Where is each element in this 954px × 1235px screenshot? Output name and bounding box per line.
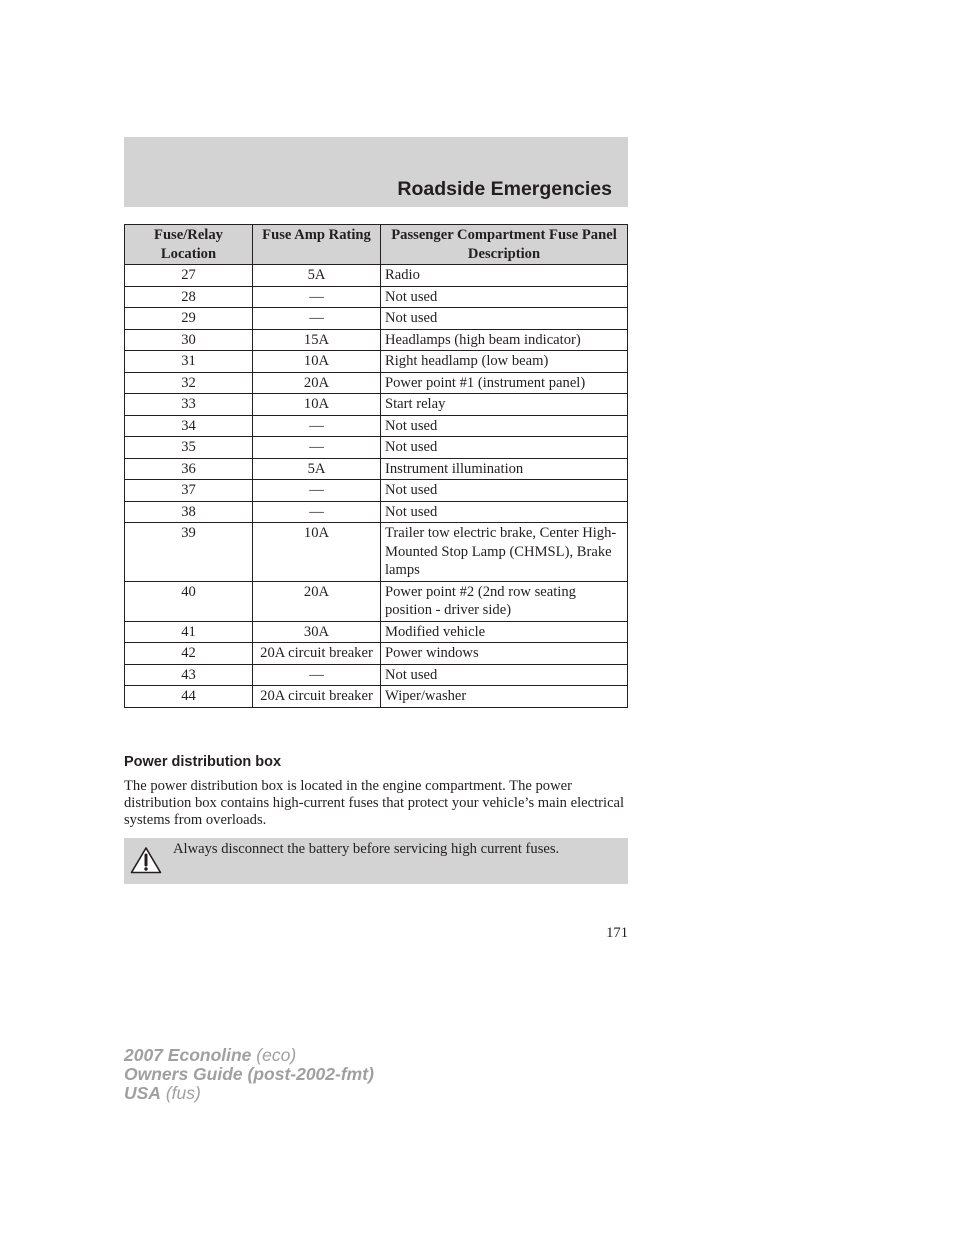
fuse-location-cell: 36 [125, 458, 253, 480]
fuse-description-cell: Headlamps (high beam indicator) [381, 329, 628, 351]
fuse-rating-cell: 10A [253, 351, 381, 373]
fuse-rating-cell: 15A [253, 329, 381, 351]
fuse-description-cell: Not used [381, 308, 628, 330]
fuse-location-cell: 38 [125, 501, 253, 523]
fuse-description-cell: Right headlamp (low beam) [381, 351, 628, 373]
column-header-rating: Fuse Amp Rating [253, 225, 381, 265]
fuse-location-cell: 43 [125, 664, 253, 686]
warning-text: Always disconnect the battery before servicing high current fuses. [173, 841, 560, 857]
column-header-location: Fuse/Relay Location [125, 225, 253, 265]
table-row [125, 308, 628, 330]
fuse-location-cell: 27 [125, 265, 253, 287]
page-title: Roadside Emergencies [397, 178, 612, 200]
table-row [125, 394, 628, 416]
section-heading: Power distribution box [124, 754, 282, 770]
table-row [125, 664, 628, 686]
table-row [125, 480, 628, 502]
fuse-description-cell: Not used [381, 501, 628, 523]
table-row [125, 458, 628, 480]
table-row [125, 415, 628, 437]
fuse-description-cell: Power point #1 (instrument panel) [381, 372, 628, 394]
table-row [125, 265, 628, 287]
fuse-description-cell: Power windows [381, 643, 628, 665]
fuse-rating-cell: — [253, 664, 381, 686]
fuse-description-cell: Not used [381, 415, 628, 437]
fuse-location-cell: 39 [125, 523, 253, 582]
fuse-rating-cell: 10A [253, 523, 381, 582]
footer-line-1: 2007 Econoline (eco) [124, 1045, 297, 1065]
fuse-rating-cell: 30A [253, 621, 381, 643]
fuse-description-cell: Start relay [381, 394, 628, 416]
fuse-description-cell: Wiper/washer [381, 686, 628, 708]
table-row [125, 286, 628, 308]
footer-line-3: USA (fus) [124, 1083, 201, 1103]
fuse-description-cell: Modified vehicle [381, 621, 628, 643]
fuse-description-cell: Instrument illumination [381, 458, 628, 480]
fuse-table [124, 224, 628, 708]
fuse-rating-cell: 20A [253, 581, 381, 621]
fuse-description-cell: Radio [381, 265, 628, 287]
fuse-location-cell: 40 [125, 581, 253, 621]
fuse-location-cell: 33 [125, 394, 253, 416]
warning-box [124, 838, 628, 884]
fuse-rating-cell: — [253, 286, 381, 308]
table-row [125, 372, 628, 394]
fuse-description-cell: Not used [381, 664, 628, 686]
fuse-location-cell: 32 [125, 372, 253, 394]
header-band [124, 137, 628, 207]
table-row [125, 686, 628, 708]
fuse-table-body [125, 265, 628, 708]
page-number: 171 [606, 925, 628, 941]
fuse-rating-cell: 10A [253, 394, 381, 416]
fuse-location-cell: 44 [125, 686, 253, 708]
table-row [125, 437, 628, 459]
fuse-description-cell: Power point #2 (2nd row seating position - driver side) [381, 581, 628, 621]
fuse-rating-cell: 20A circuit breaker [253, 686, 381, 708]
fuse-location-cell: 41 [125, 621, 253, 643]
fuse-rating-cell: — [253, 415, 381, 437]
fuse-location-cell: 30 [125, 329, 253, 351]
fuse-rating-cell: — [253, 501, 381, 523]
table-row [125, 621, 628, 643]
fuse-rating-cell: 5A [253, 458, 381, 480]
table-row [125, 501, 628, 523]
fuse-location-cell: 31 [125, 351, 253, 373]
footer [124, 1046, 374, 1103]
footer-line-2: Owners Guide (post-2002-fmt) [124, 1064, 374, 1084]
fuse-location-cell: 37 [125, 480, 253, 502]
fuse-description-cell: Not used [381, 286, 628, 308]
fuse-rating-cell: 5A [253, 265, 381, 287]
table-row [125, 581, 628, 621]
fuse-location-cell: 35 [125, 437, 253, 459]
fuse-description-cell: Trailer tow electric brake, Center High-Mounted Stop Lamp (CHMSL), Brake lamps [381, 523, 628, 582]
table-header-row [125, 225, 628, 265]
warning-triangle-icon [130, 846, 162, 874]
section-body-text: The power distribution box is located in the engine compartment. The power distribution box contains high-current fuses that protect your vehicle’s main electrical systems from overloads. [124, 778, 625, 828]
fuse-location-cell: 28 [125, 286, 253, 308]
fuse-rating-cell: 20A circuit breaker [253, 643, 381, 665]
table-row [125, 351, 628, 373]
table-row [125, 329, 628, 351]
fuse-rating-cell: — [253, 308, 381, 330]
table-row [125, 523, 628, 582]
fuse-description-cell: Not used [381, 437, 628, 459]
column-header-description: Passenger Compartment Fuse Panel Description [381, 225, 628, 265]
fuse-description-cell: Not used [381, 480, 628, 502]
fuse-rating-cell: — [253, 437, 381, 459]
fuse-location-cell: 34 [125, 415, 253, 437]
fuse-rating-cell: 20A [253, 372, 381, 394]
fuse-rating-cell: — [253, 480, 381, 502]
table-row [125, 643, 628, 665]
fuse-location-cell: 42 [125, 643, 253, 665]
fuse-location-cell: 29 [125, 308, 253, 330]
